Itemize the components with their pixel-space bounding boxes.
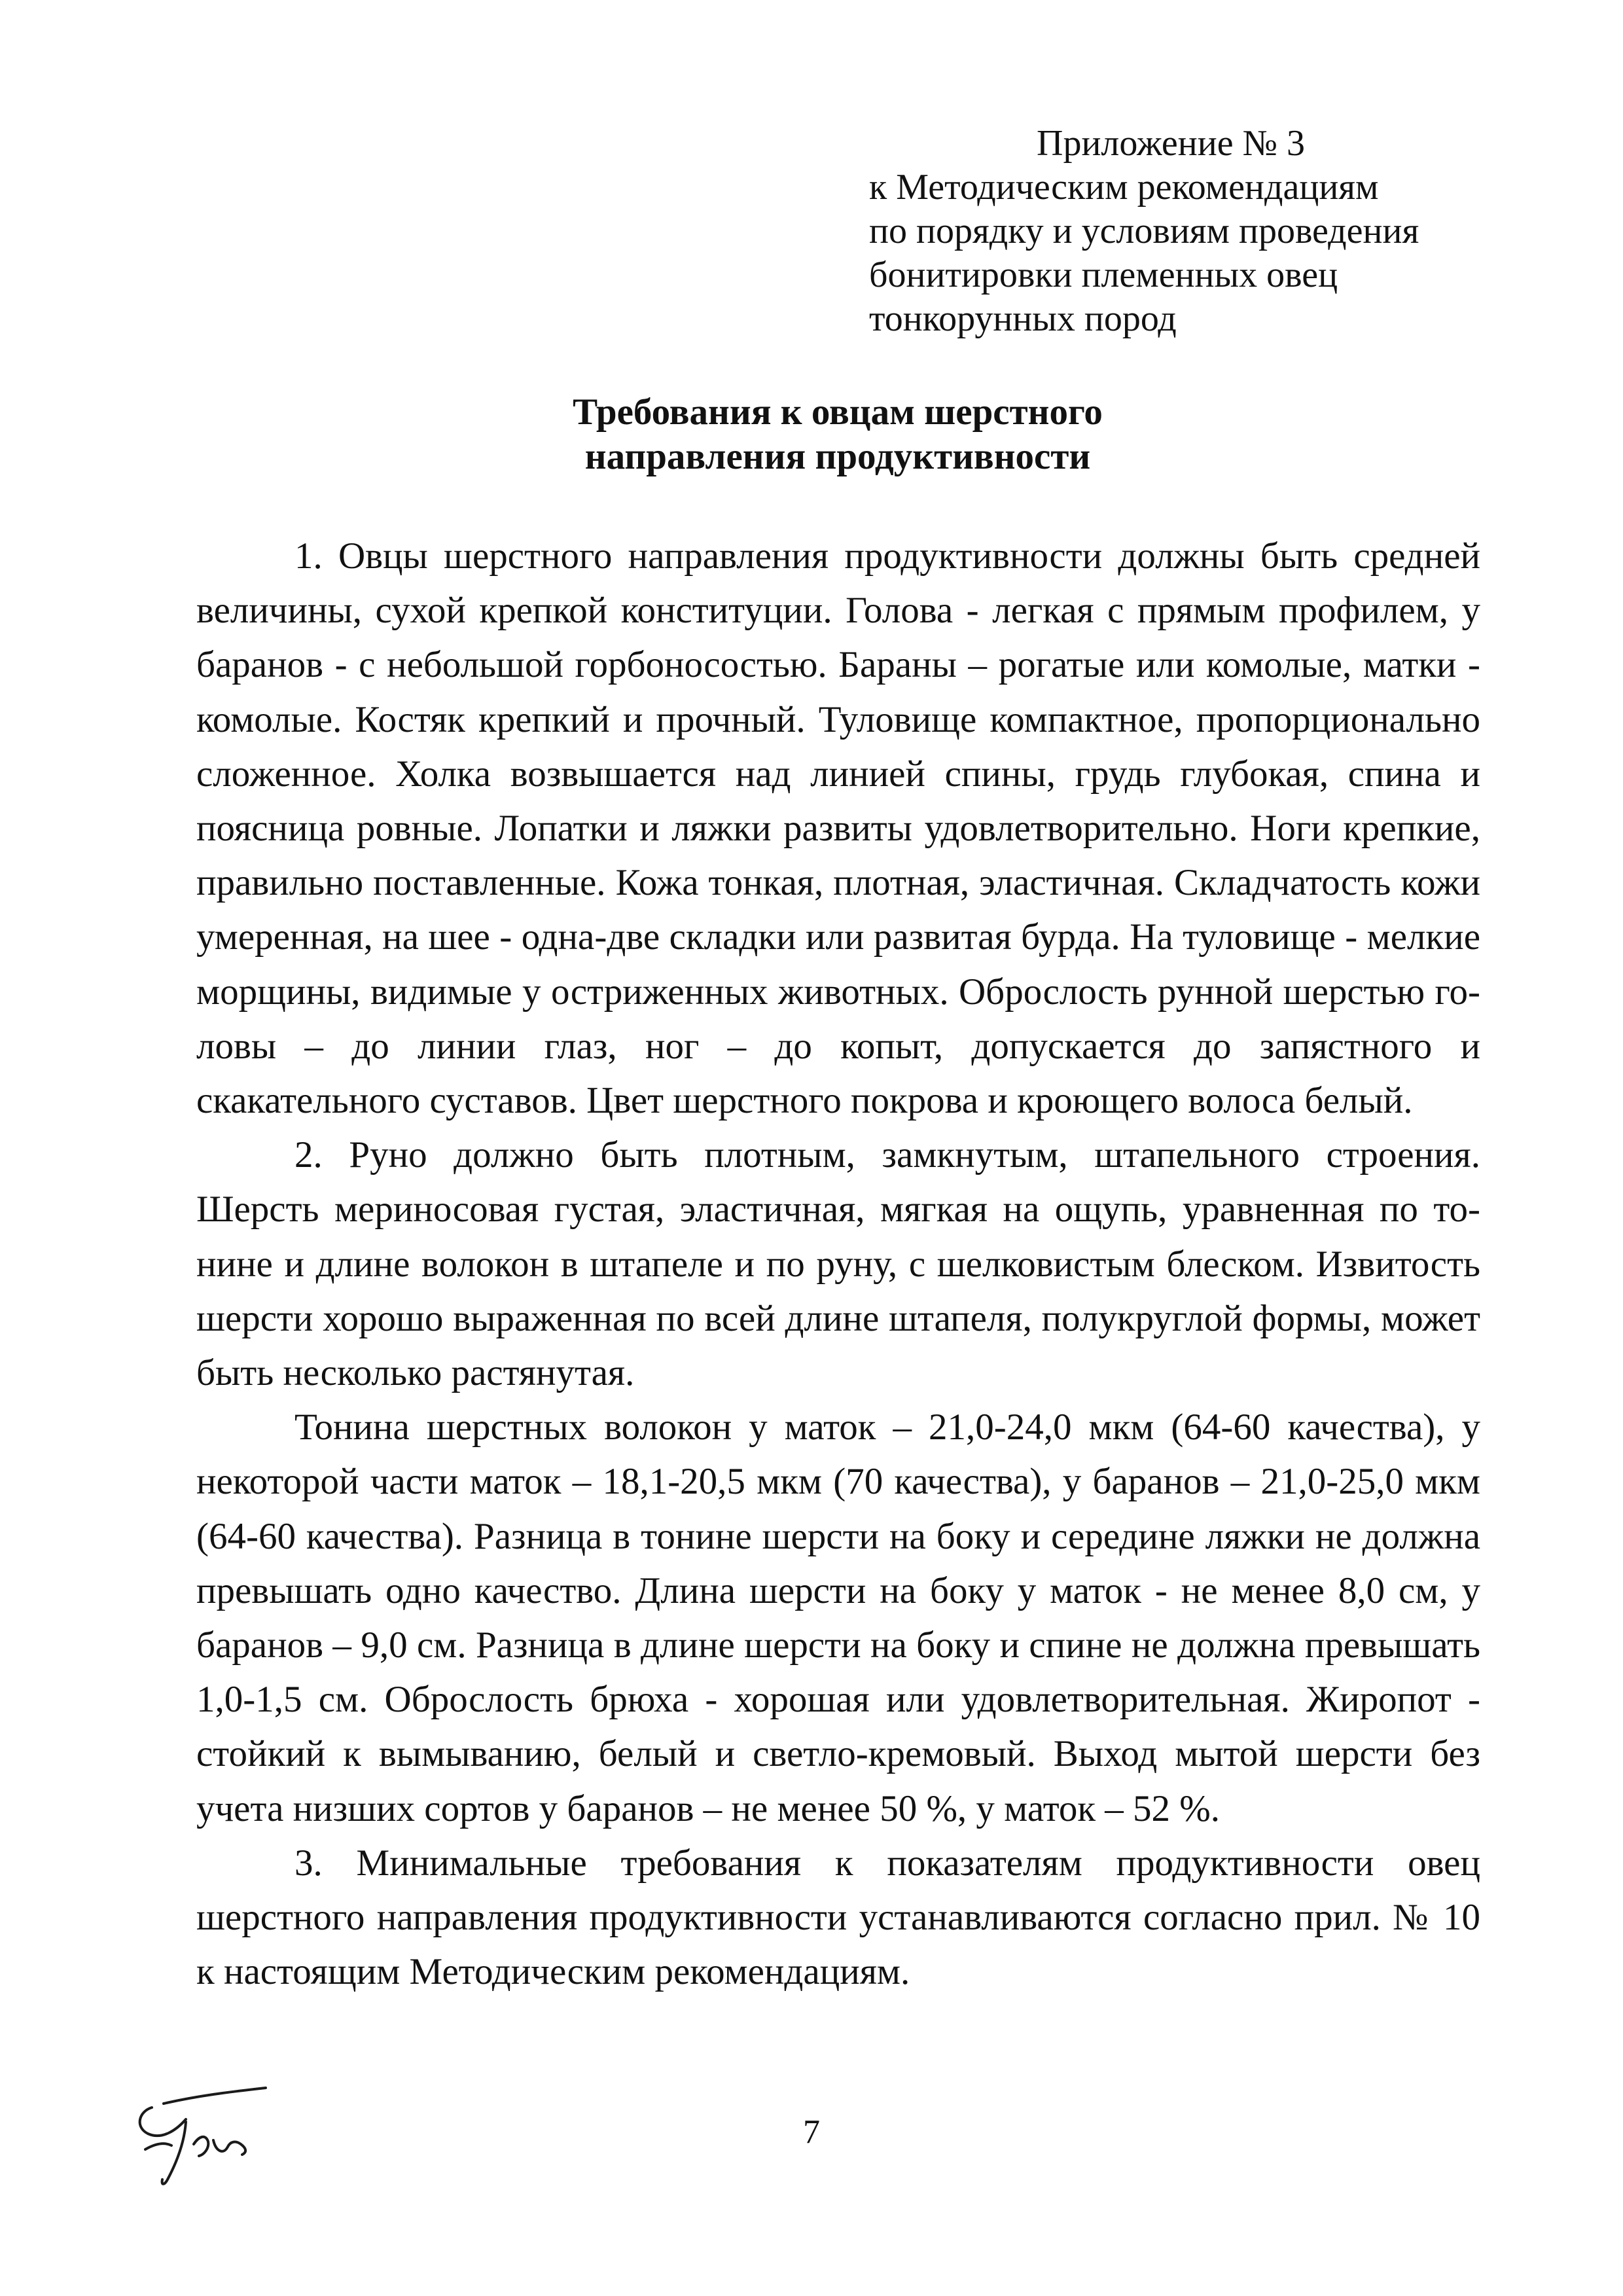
document-title (196, 390, 1479, 479)
annex-line: по порядку и условиям проведения (869, 211, 1419, 251)
paragraph-3: Тонина шерстных волокон у маток – 21,0-24,0 мкм (64-60 качества), у некоторой части маток – 18,1-20,5 мкм (70 качества), у баранов – 21,0-25,0 мкм (64-60 качества). Разница в тонине шерсти на боку и середине ляжки не должна превышать одно качество. Длина шерсти на боку у маток - не менее 8,0 см, у баранов – 9,0 см. Разница в длине шерсти на боку и спине не должна превышать 1,0-1,5 см. Оброслость брюха - хорошая или удовлетворительная. Жиропот - стойкий к вымыванию, белый и светло-кремовый. Выход мытой шерсти без учета низших сортов у баранов – не менее 50 %, у маток – 52 %. (196, 1407, 1480, 1829)
paragraph-4: 3. Минимальные требования к показателям продуктивности овец шерстного направления продуктивности устанавливаются согласно прил. № 10 к настоящим Методическим рекомендациям. (196, 1842, 1480, 1993)
document-body (196, 529, 1480, 1999)
annex-line: тонкорунных пород (869, 298, 1177, 339)
handwritten-signature (126, 2081, 283, 2199)
annex-number: Приложение № 3 (1037, 123, 1305, 164)
title-line-2: направления продуктивности (584, 436, 1091, 477)
annex-line: к Методическим рекомендациям (869, 167, 1379, 207)
paragraph-2: 2. Руно должно быть плотным, замкнутым, штапельного строения. Шерсть мериносовая густая, эластичная, мягкая на ощупь, уравненная по тонине и длине волокон в штапеле и по руну, с шелковистым блеском. Извитость шерсти хорошо выраженная по всей длине штапеля, полукруглой формы, может быть несколько растянутая. (196, 1134, 1480, 1394)
page-number: 7 (803, 2113, 820, 2151)
paragraph-1: 1. Овцы шерстного направления продуктивности должны быть средней величины, сухой крепкой конституции. Голова - легкая с прямым профилем, у баранов - с небольшой горбоносостью. Бараны – рогатые или комолые, матки - комолые. Костяк крепкий и прочный. Туловище компактное, пропорционально сложенное. Холка возвышается над линией спины, грудь глубокая, спина и поясница ровные. Лопатки и ляжки развиты удовлетворительно. Ноги крепкие, правильно поставленные. Кожа тонкая, плотная, эластичная. Складчатость кожи умеренная, на шее - одна-две складки или развитая бурда. На туловище - мелкие морщины, видимые у остриженных животных. Оброслость рунной шерстью головы – до линии глаз, ног – до копыт, допускается до запястного и скакательного суставов. Цвет шерстного покрова и кроющего волоса белый. (196, 535, 1480, 1122)
annex-line: бонитировки племенных овец (869, 255, 1338, 295)
annex-header (869, 122, 1537, 341)
title-line-1: Требования к овцам шерстного (573, 391, 1103, 433)
